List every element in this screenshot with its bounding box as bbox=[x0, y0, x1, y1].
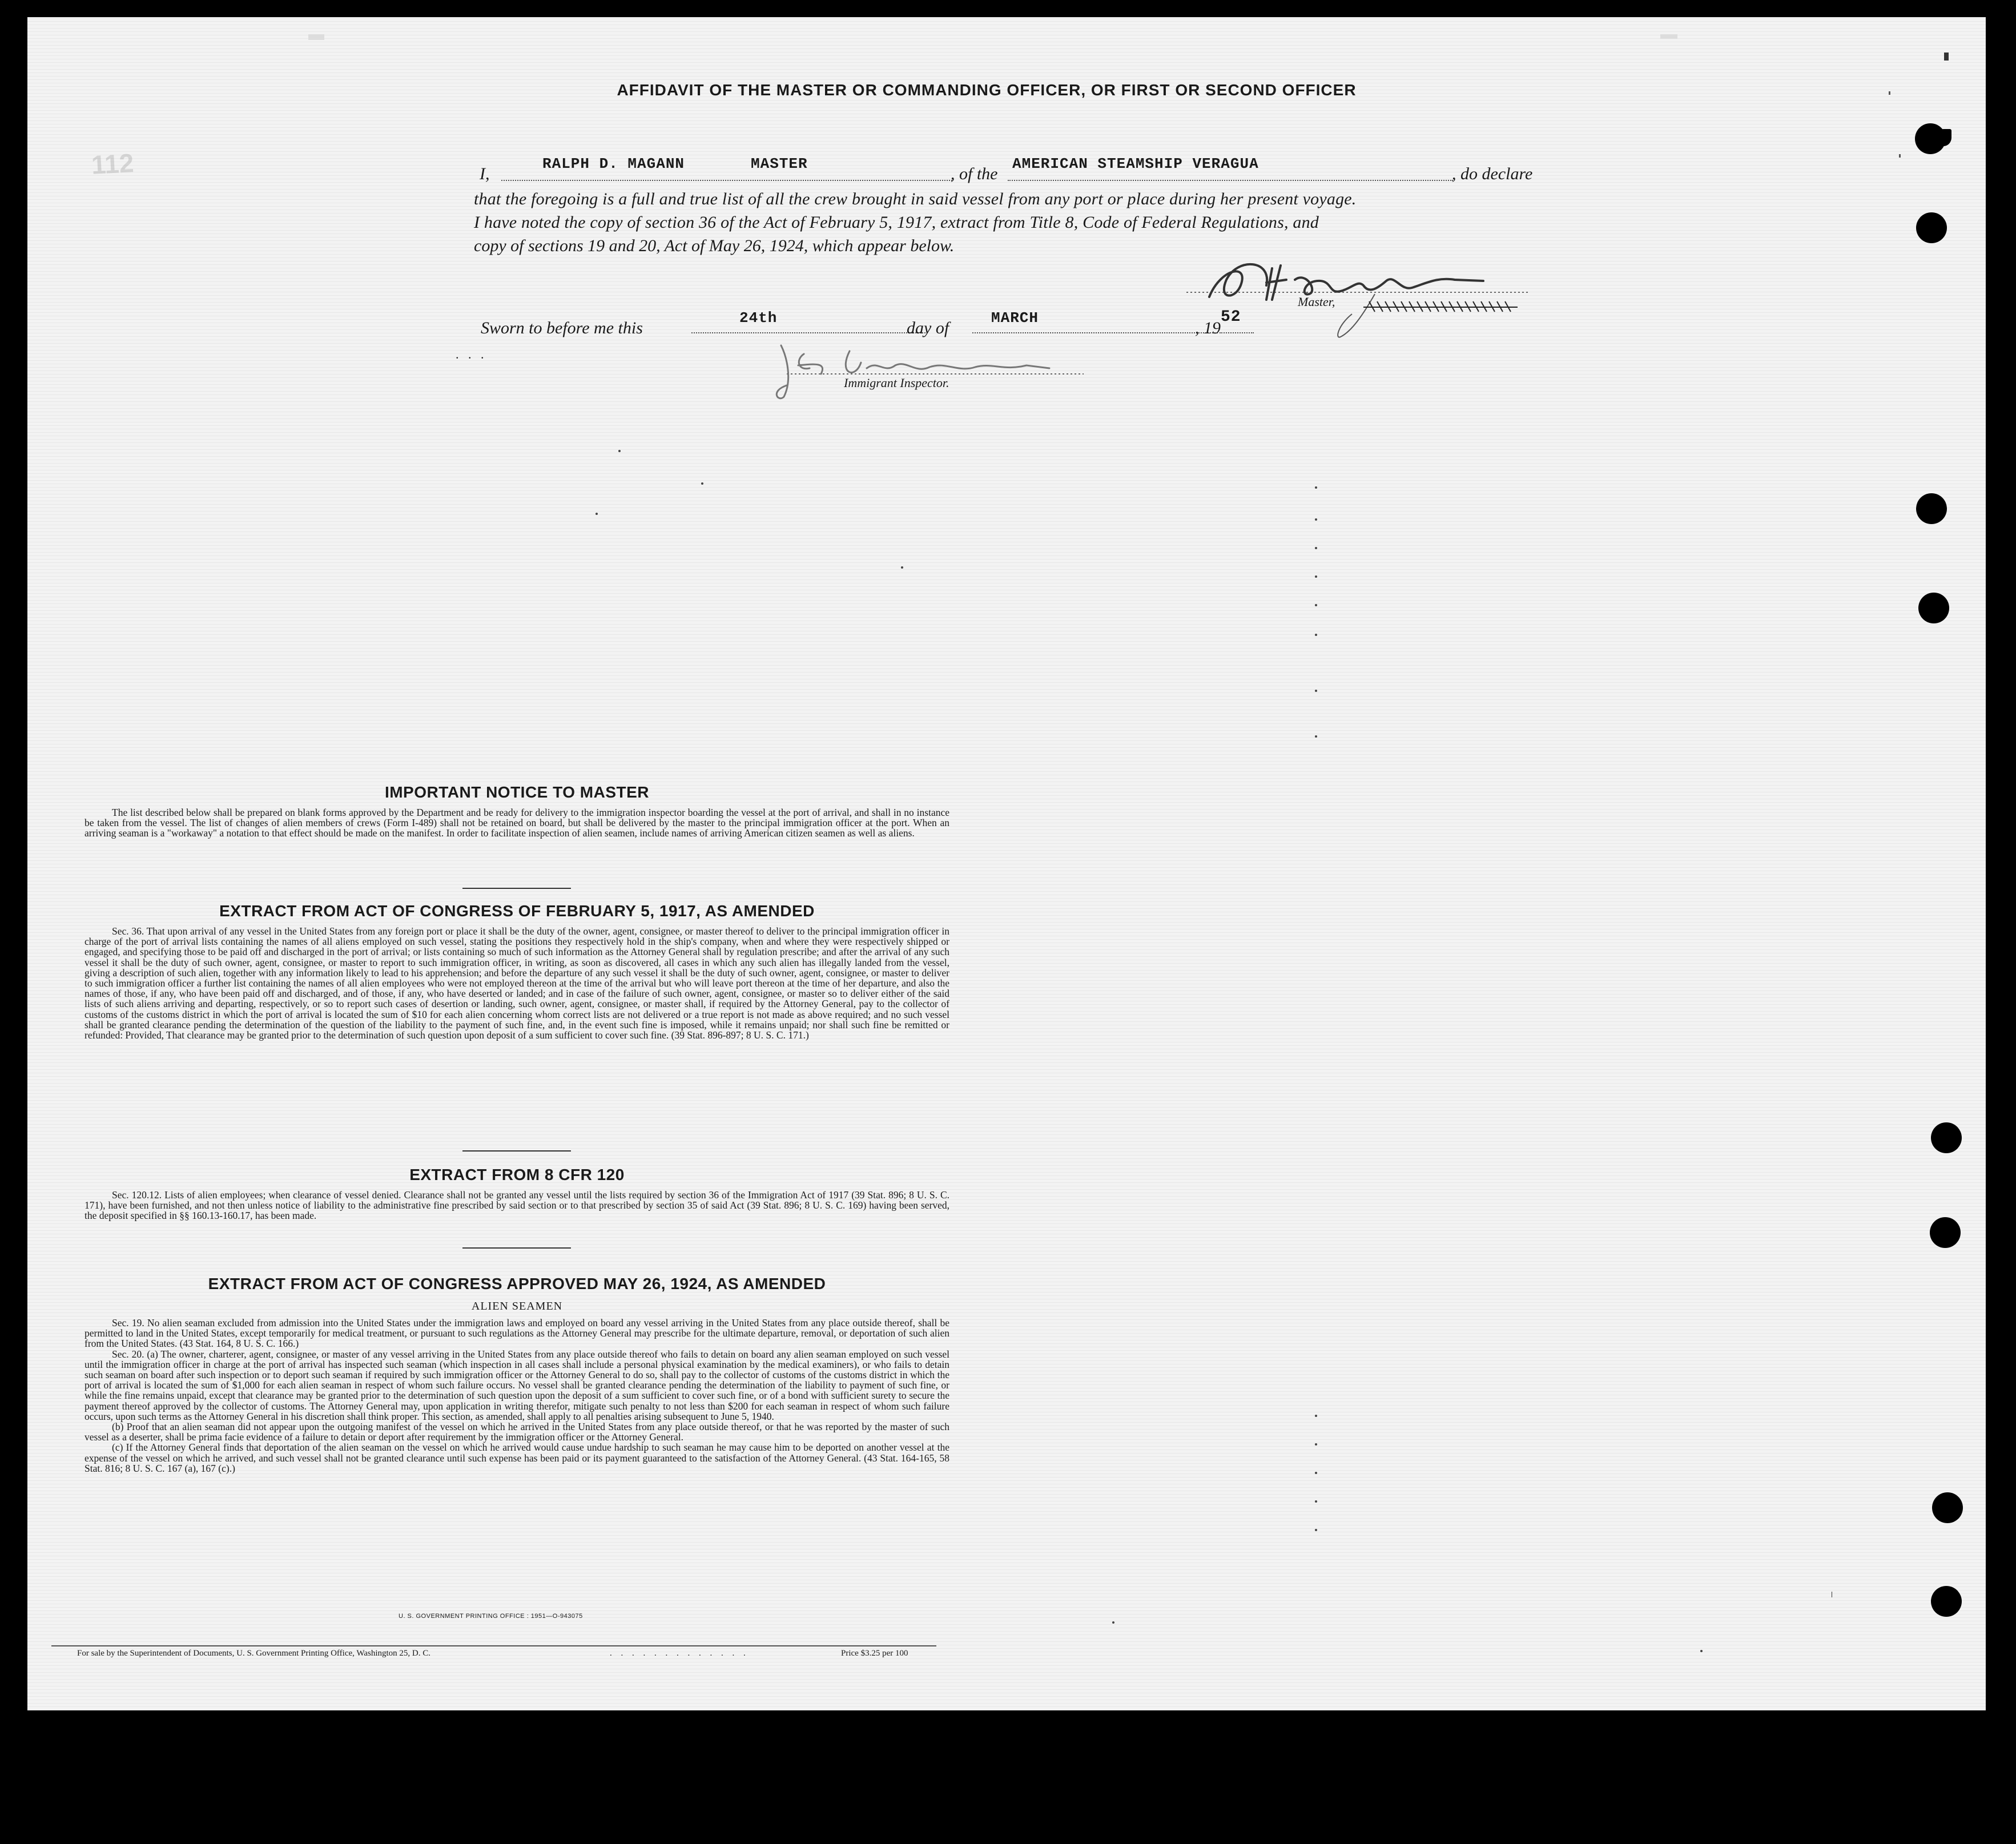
declaration-i: I, bbox=[480, 164, 490, 183]
edge-mark bbox=[1889, 91, 1890, 95]
stray-dot bbox=[1315, 547, 1317, 549]
extract-1924-section bbox=[84, 1275, 949, 1473]
stray-dot bbox=[1315, 1529, 1317, 1531]
edge-scrap bbox=[308, 34, 324, 40]
extract-1917-text bbox=[84, 926, 949, 1040]
printing-office-line: U. S. GOVERNMENT PRINTING OFFICE : 1951—O-943075 bbox=[399, 1613, 583, 1620]
name-fill-line bbox=[501, 180, 952, 181]
sec-20b-paragraph: (b) Proof that an alien seaman did not appear upon the outgoing manifest of the vessel on which he arrived in the United States from any place outside thereof, or that he was reported by the master of such vessel as a deserter, shall be prima facie evidence of a failure to detain or deport after requirement by the immigration officer or the Attorney General. bbox=[84, 1421, 949, 1443]
footer-rule bbox=[51, 1645, 936, 1646]
divider bbox=[462, 888, 571, 889]
sworn-day-of: day of bbox=[907, 319, 949, 337]
stray-dot bbox=[1315, 634, 1317, 636]
footer-price: Price $3.25 per 100 bbox=[841, 1649, 908, 1658]
punch-hole bbox=[1931, 1586, 1962, 1617]
footer-dots: . . . . . . . . . . . . . bbox=[610, 1649, 749, 1658]
sec-120-12-paragraph: Sec. 120.12. Lists of alien employees; when clearance of vessel denied. Clearance shall not be granted any vessel until the lists required by section 36 of the Immigration Act of 1917 (39 Stat. 896; 8 U. S. C. 171), have been furnished, and not then unless notice of liability to the administrative fine prescribed by said section or to that prescribed by section 35 of said Act (39 Stat. 896; 8 U. S. C. 169) having been served, the deposit specified in §§ 160.13-160.17, has been made. bbox=[84, 1189, 949, 1222]
extract-cfr-text bbox=[84, 1190, 949, 1221]
extract-1924-text bbox=[84, 1318, 949, 1473]
notice-paragraph: The list described below shall be prepared on blank forms approved by the Department and be ready for delivery to the immigration inspector boarding the vessel at the port of arrival, and shall in no instance be taken from the vessel. The list of changes of alien members of crews (Form I-489) shall not be retained on board, but shall be delivered by the master to the principal immigration officer at the port. When an arriving seaman is a "workaway" a notation to that effect should be made on the manifest. In order to facilitate inspection of alien seamen, include names of arriving American citizen seamen as well as aliens. bbox=[84, 807, 949, 839]
sworn-prefix: Sworn to before me this bbox=[481, 319, 643, 337]
extract-1924-title: EXTRACT FROM ACT OF CONGRESS APPROVED MAY 26, 1924, AS AMENDED bbox=[208, 1275, 826, 1293]
edge-mark bbox=[1899, 154, 1901, 158]
document-page bbox=[27, 17, 1986, 1710]
sec-20a-paragraph: Sec. 20. (a) The owner, charterer, agent, consignee, or master of any vessel arriving in the United States from any place outside thereof who fails to detain on board any alien seaman employed on such vessel until the immigration officer in charge at the port of arrival has inspected such seaman (which inspection in all cases shall include a personal physical examination by the medical examiners), or who fails to detain such seaman on board after such inspection or to deport such seaman if required by such immigration officer or the Attorney General to do so, shall pay to the collector of customs of the customs district in which the port of arrival is located the sum of $1,000 for each alien seaman in respect of whom such failure occurs. No vessel shall be granted clearance pending the determination of the liability to payment of such fine, or while the fine remains unpaid, except that clearance may be granted prior to the determination of such question upon the deposit of a sum sufficient to cover such fine, or of a bond with sufficient surety to secure the payment thereof approved by the collector of customs. The Attorney General may, upon application in writing therefor, mitigate such penalty to not less than $200 for each seaman in respect of whom such failure occurs, upon such terms as the Attorney General in his discretion shall think proper. This section, as amended, shall apply to all penalties arising subsequent to June 5, 1940. bbox=[84, 1348, 949, 1422]
declaration-do-declare: , do declare bbox=[1452, 164, 1533, 183]
affidavit-title: AFFIDAVIT OF THE MASTER OR COMMANDING OFFICER, OR FIRST OR SECOND OFFICER bbox=[617, 81, 1357, 99]
extract-1917-section bbox=[84, 902, 949, 1040]
stray-dot bbox=[595, 513, 598, 515]
stray-dot bbox=[1112, 1621, 1114, 1624]
stray-dot bbox=[1315, 518, 1317, 521]
stray-dot bbox=[1315, 1500, 1317, 1503]
stray-dot bbox=[1315, 1443, 1317, 1446]
punch-hole bbox=[1931, 1122, 1962, 1153]
sec-20c-paragraph: (c) If the Attorney General finds that deportation of the alien seaman on the vessel on which he arrived would cause undue hardship to such seaman he may cause him to be deported on another vessel at the expense of the vessel on which he arrived, and such vessel shall not be granted clearance until such expense has been paid or its payment guaranteed to the satisfaction of the Attorney General. (43 Stat. 164-165, 58 Stat. 816; 8 U. S. C. 167 (a), 167 (c).) bbox=[84, 1442, 949, 1474]
edge-scrap bbox=[1660, 34, 1677, 39]
master-label: Master, bbox=[1298, 295, 1335, 309]
inspector-label: Immigrant Inspector. bbox=[844, 376, 949, 390]
stray-dot bbox=[618, 450, 621, 452]
day-fill-line bbox=[691, 332, 925, 333]
alien-seamen-subtitle: ALIEN SEAMEN bbox=[471, 1300, 563, 1312]
extract-cfr-title: EXTRACT FROM 8 CFR 120 bbox=[409, 1166, 625, 1183]
stray-dot bbox=[1315, 604, 1317, 606]
stray-dot bbox=[901, 566, 903, 569]
sworn-dots: . . . bbox=[456, 347, 484, 361]
sworn-year: 52 bbox=[1221, 308, 1241, 326]
declaration-line-4: copy of sections 19 and 20, Act of May 26, 1924, which appear below. bbox=[474, 236, 955, 255]
sworn-day: 24th bbox=[739, 309, 778, 327]
sec-19-paragraph: Sec. 19. No alien seaman excluded from admission into the United States under the immigration laws and employed on board any vessel arriving in the United States from any place outside thereof, shall be permitted to land in the United States, except temporarily for medical treatment, or pursuant to such regulations as the Attorney General may prescribe for the ultimate departure, removal, or deportation of such alien from the United States. (43 Stat. 164, 8 U. S. C. 166.) bbox=[84, 1317, 949, 1350]
inspector-signature bbox=[764, 340, 1084, 402]
declaration-of-the: , of the bbox=[951, 164, 998, 183]
punch-hole bbox=[1932, 1492, 1963, 1523]
punch-hole bbox=[1918, 593, 1949, 623]
year-fill-line bbox=[1220, 332, 1254, 333]
extract-cfr-section bbox=[84, 1166, 949, 1221]
punch-hole-tear bbox=[1935, 129, 1951, 146]
sworn-month: MARCH bbox=[991, 309, 1039, 327]
notice-text bbox=[84, 807, 949, 839]
corner-mark bbox=[1944, 53, 1949, 61]
stray-dot bbox=[1315, 690, 1317, 692]
bleed-through-mark: 112 bbox=[90, 148, 135, 180]
stray-dot bbox=[1315, 735, 1317, 738]
declaration-line-2: that the foregoing is a full and true list of all the crew brought in said vessel from any port or place during her present voyage. bbox=[474, 190, 1357, 208]
month-fill-line bbox=[972, 332, 1218, 333]
stray-dot bbox=[1315, 575, 1317, 578]
stray-dot bbox=[1315, 1472, 1317, 1474]
divider bbox=[462, 1247, 571, 1249]
sworn-year-prefix: , 19 bbox=[1195, 319, 1221, 337]
vessel-fill-line bbox=[1008, 180, 1453, 181]
sec-36-paragraph: Sec. 36. That upon arrival of any vessel in the United States from any foreign port or place it shall be the duty of the owner, agent, consignee, or master thereof to deliver to the principal immigration officer in charge of the port of arrival lists containing the names of all aliens employed on such vessel, stating the positions they respectively hold in the ship's company, when and where they were respectively shipped or engaged, and specifying those to be paid off and discharged in the port of arrival; or lists containing so much of such information as the Attorney General shall by regulation prescribe; and after the arrival of any such vessel it shall be the duty of such owner, agent, consignee, or master to report to such immigration officer, in writing, as soon as discovered, all cases in which any such alien has illegally landed from the vessel, giving a description of such alien, together with any information likely to lead to his apprehension; and before the departure of any such vessel it shall be the duty of such owner, agent, consignee, or master to deliver to such immigration officer a further list containing the names of all alien employees who were not employed thereon at the time of the arrival but who will leave port thereon at the time of her departure, and also the names of those, if any, who have been paid off and discharged, and of those, if any, who have deserted or landed; and in case of the failure of such owner, agent, consignee, or master so to deliver either of the said lists of such aliens arriving and departing, respectively, or so to report such cases of desertion or landing, such owner, agent, consignee, or master shall, if required by the Attorney General, pay to the collector of customs of the customs district in which the port of arrival is located the sum of $10 for each alien concerning whom correct lists are not delivered or a true report is not made as above required; and no such vessel shall be granted clearance pending the determination of the question of the liability to the payment of such fine, and, in the event such fine is imposed, while it remains unpaid; nor shall such fine be remitted or refunded: Provided, That clearance may be granted prior to the determination of such question upon deposit of a sum sufficient to cover such fine. (39 Stat. 896-897; 8 U. S. C. 171.) bbox=[84, 925, 949, 1041]
extract-1917-title: EXTRACT FROM ACT OF CONGRESS OF FEBRUARY 5, 1917, AS AMENDED bbox=[219, 902, 815, 920]
divider bbox=[462, 1150, 571, 1152]
notice-title: IMPORTANT NOTICE TO MASTER bbox=[384, 783, 650, 801]
stray-dot bbox=[1315, 486, 1317, 489]
master-name: RALPH D. MAGANN bbox=[542, 155, 685, 172]
punch-hole bbox=[1930, 1217, 1961, 1248]
punch-hole bbox=[1916, 493, 1947, 524]
stray-dot bbox=[1700, 1650, 1703, 1652]
vessel-name: AMERICAN STEAMSHIP VERAGUA bbox=[1012, 155, 1259, 172]
master-signature bbox=[1186, 245, 1540, 343]
declaration-line-3: I have noted the copy of section 36 of the Act of February 5, 1917, extract from Title 8, Code of Federal Regulations, and bbox=[474, 213, 1319, 232]
master-rank: MASTER bbox=[751, 155, 808, 172]
footer-sale-text: For sale by the Superintendent of Documents, U. S. Government Printing Office, Washington 25, D. C. bbox=[77, 1649, 430, 1658]
stray-dot bbox=[701, 482, 703, 485]
stray-dot bbox=[1315, 1415, 1317, 1417]
notice-section bbox=[84, 783, 949, 839]
punch-hole bbox=[1916, 212, 1947, 243]
